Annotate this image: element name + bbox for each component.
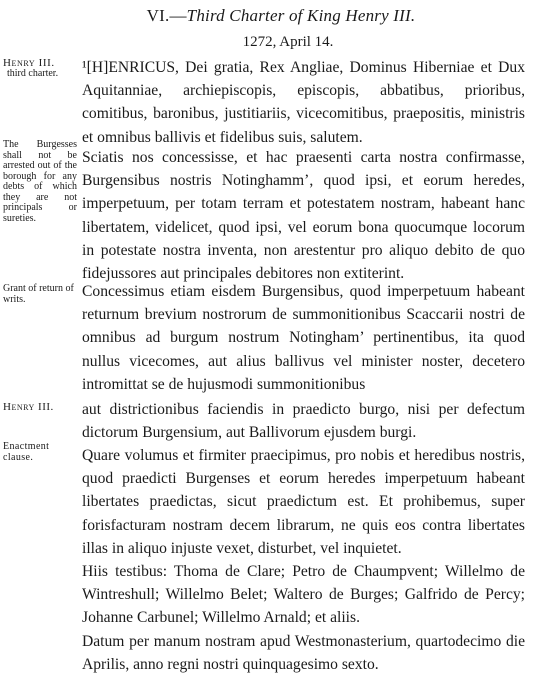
margin-note-burgesses-not-arrested: The Burgesses shall not be arrested out of the borough for any debts of which they are not principals or sureties. [3, 139, 77, 224]
paragraph-witnesses [82, 560, 525, 630]
paragraph-return-of-writs [82, 280, 525, 396]
heading-title: Third Charter of King Henry III. [186, 6, 416, 25]
paragraph-grant-liberty-text: Sciatis nos concessisse, et hac praesenti carta nostra confirmasse, Burgensibus nostris Notinghamm’, quod ipsi, et eorum heredes, imperpetuum, per totam terram et potestatem nostram, habeant hanc libertatem, videlicet, quod ipsi, vel eorum bona quocumque locorum in potestate nostra inventa, non arestentur pro aliquo debito de quo fidejussores aut principales debitores non extiterint. [82, 149, 525, 283]
paragraph-enactment [82, 444, 525, 560]
paragraph-grant-liberty [82, 146, 525, 285]
charter-date: 1272, April 14. [242, 34, 334, 50]
paragraph-dating-text: Datum per manum nostram apud Westmonasterium, quartodecimo die Aprilis, anno regni nostri quinquagesimo sexto. [82, 633, 525, 674]
paragraph-return-of-writs-text: Concessimus etiam eisdem Burgensibus, quod imperpetuum habeant returnum brevium nostrorum de summonitionibus Scaccarii nostri de omnibus ad burgum nostrum Notingham’ pertinentibus, ita quod nullus vicecomes, aut alius ballivus vel minister noster, decetero intromittat se de hujusmodi summonitionibus [82, 283, 525, 393]
paragraph-address [82, 56, 525, 149]
margin-note-third-charter: third charter. [7, 67, 59, 79]
charter-heading [0, 6, 536, 26]
paragraph-continuation-text: aut districtionibus faciendis in praedicto burgo, nisi per defectum dictorum Burgensium, aut Ballivorum ejusdem burgi. [82, 401, 525, 442]
paragraph-address-text: ¹[H]ENRICUS, Dei gratia, Rex Angliae, Dominus Hiberniae et Dux Aquitanniae, archiepiscopis, episcopis, abbatibus, prioribus, comitibus, baronibus, justitiariis, vicecomitibus, praepositis, ministris et omnibus ballivis et fidelibus suis, salutem. [82, 59, 525, 146]
margin-note-enactment-clause: Enactment clause. [3, 441, 50, 463]
paragraph-witnesses-text: Hiis testibus: Thoma de Clare; Petro de Chaumpvent; Willelmo de Wintreshull; Willelmo Belet; Waltero de Burges; Galfrido de Percy; Johanne Carbunel; Willelmo Arnald; et aliis. [82, 563, 525, 627]
heading-number: VI.— [146, 6, 187, 25]
paragraph-enactment-text: Quare volumus et firmiter praecipimus, pro nobis et heredibus nostris, quod praedicti Burgenses et eorum heredes imperpetuum habeant libertates praedictas, sicut praedictum est. Et prohibemus, super forisfacturam nostram decem librarum, ne quis eos contra libertates illas in aliquo injuste vexet, disturbet, vel inquietet. [82, 447, 525, 557]
margin-note-return-of-writs: Grant of return of writs. [3, 283, 74, 305]
margin-note-henry-name: Henry III. [3, 57, 55, 69]
margin-note-henry-third-charter [3, 58, 81, 79]
paragraph-dating [82, 630, 525, 676]
margin-note-henry-iii: Henry III. [3, 401, 54, 413]
paragraph-continuation [82, 398, 525, 444]
